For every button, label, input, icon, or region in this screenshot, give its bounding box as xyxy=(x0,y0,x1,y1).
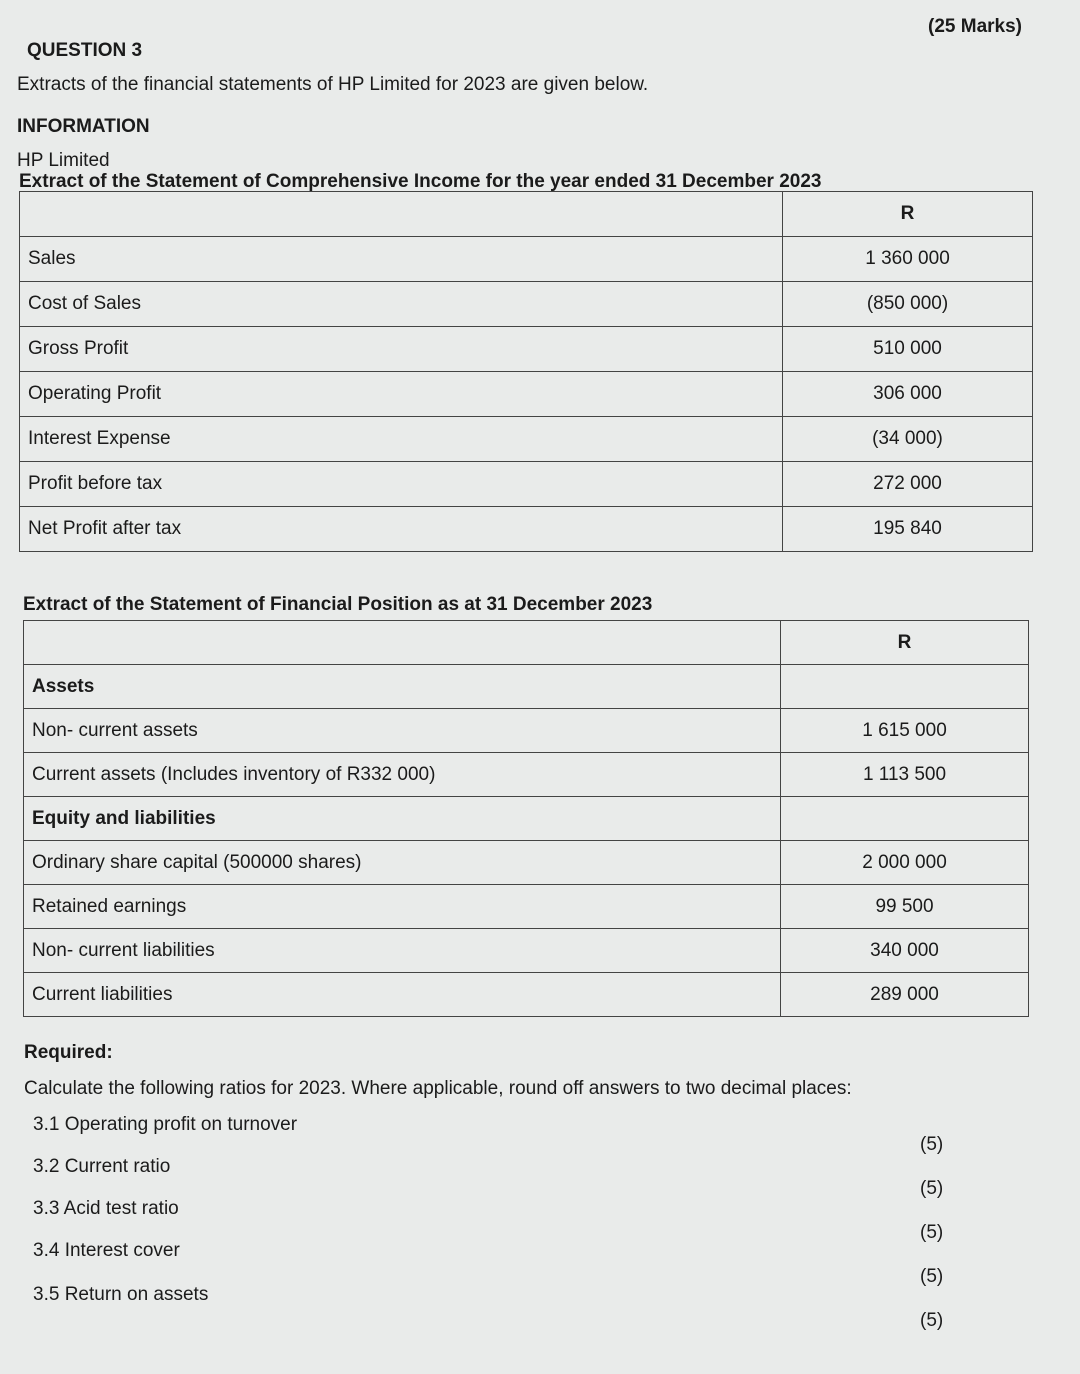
information-label: INFORMATION xyxy=(17,116,150,137)
company-name: HP Limited xyxy=(17,150,110,171)
item-marks: (5) xyxy=(920,1222,944,1243)
table-header-row xyxy=(20,192,1033,237)
row-label: Operating Profit xyxy=(20,372,783,417)
table-row xyxy=(24,973,1029,1017)
currency-header: R xyxy=(781,621,1029,665)
table-row xyxy=(20,507,1033,552)
row-value: (850 000) xyxy=(783,282,1033,327)
table-row xyxy=(24,929,1029,973)
row-label: Profit before tax xyxy=(20,462,783,507)
row-value: 1 113 500 xyxy=(781,753,1029,797)
table-row xyxy=(20,237,1033,282)
financial-position-table xyxy=(23,620,1029,1017)
row-label: Cost of Sales xyxy=(20,282,783,327)
row-value: 272 000 xyxy=(783,462,1033,507)
section-label-equity: Equity and liabilities xyxy=(24,797,781,841)
table-row xyxy=(20,327,1033,372)
item-marks: (5) xyxy=(920,1266,944,1287)
row-value: 510 000 xyxy=(783,327,1033,372)
ratio-item: 3.3 Acid test ratio xyxy=(33,1198,179,1219)
row-value: 306 000 xyxy=(783,372,1033,417)
ratio-item: 3.2 Current ratio xyxy=(33,1156,171,1177)
ratio-item: 3.5 Return on assets xyxy=(33,1284,209,1305)
table-row xyxy=(20,417,1033,462)
table-row xyxy=(24,665,1029,709)
item-marks: (5) xyxy=(920,1178,944,1199)
row-value: (34 000) xyxy=(783,417,1033,462)
table-header-blank xyxy=(20,192,783,237)
total-marks: (25 Marks) xyxy=(928,16,1022,37)
ratio-item: 3.1 Operating profit on turnover xyxy=(33,1114,298,1135)
row-value: 99 500 xyxy=(781,885,1029,929)
row-label: Current assets (Includes inventory of R332 000) xyxy=(24,753,781,797)
table-header-row xyxy=(24,621,1029,665)
row-label: Ordinary share capital (500000 shares) xyxy=(24,841,781,885)
item-marks: (5) xyxy=(920,1134,944,1155)
ratio-item: 3.4 Interest cover xyxy=(33,1240,180,1261)
income-statement-title: Extract of the Statement of Comprehensive Income for the year ended 31 December 2023 xyxy=(19,171,822,192)
row-label: Gross Profit xyxy=(20,327,783,372)
financial-position-title: Extract of the Statement of Financial Position as at 31 December 2023 xyxy=(23,594,653,615)
currency-header: R xyxy=(783,192,1033,237)
row-label: Net Profit after tax xyxy=(20,507,783,552)
row-label: Current liabilities xyxy=(24,973,781,1017)
item-marks: (5) xyxy=(920,1310,944,1331)
table-row xyxy=(24,709,1029,753)
row-value: 1 360 000 xyxy=(783,237,1033,282)
row-value: 289 000 xyxy=(781,973,1029,1017)
row-value xyxy=(781,665,1029,709)
row-value: 340 000 xyxy=(781,929,1029,973)
row-label: Interest Expense xyxy=(20,417,783,462)
row-value: 2 000 000 xyxy=(781,841,1029,885)
row-label: Retained earnings xyxy=(24,885,781,929)
row-value xyxy=(781,797,1029,841)
row-label: Non- current liabilities xyxy=(24,929,781,973)
intro-text: Extracts of the financial statements of HP Limited for 2023 are given below. xyxy=(17,74,649,95)
row-value: 1 615 000 xyxy=(781,709,1029,753)
required-instruction: Calculate the following ratios for 2023. Where applicable, round off answers to two decimal places: xyxy=(24,1078,852,1099)
question-title: QUESTION 3 xyxy=(27,40,143,61)
income-statement-table xyxy=(19,191,1033,552)
table-header-blank xyxy=(24,621,781,665)
table-row xyxy=(20,462,1033,507)
table-row xyxy=(24,841,1029,885)
table-row xyxy=(24,753,1029,797)
table-row xyxy=(20,282,1033,327)
row-value: 195 840 xyxy=(783,507,1033,552)
table-row xyxy=(20,372,1033,417)
table-row xyxy=(24,885,1029,929)
row-label: Non- current assets xyxy=(24,709,781,753)
section-label-assets: Assets xyxy=(24,665,781,709)
table-row xyxy=(24,797,1029,841)
row-label: Sales xyxy=(20,237,783,282)
required-label: Required: xyxy=(24,1042,113,1063)
